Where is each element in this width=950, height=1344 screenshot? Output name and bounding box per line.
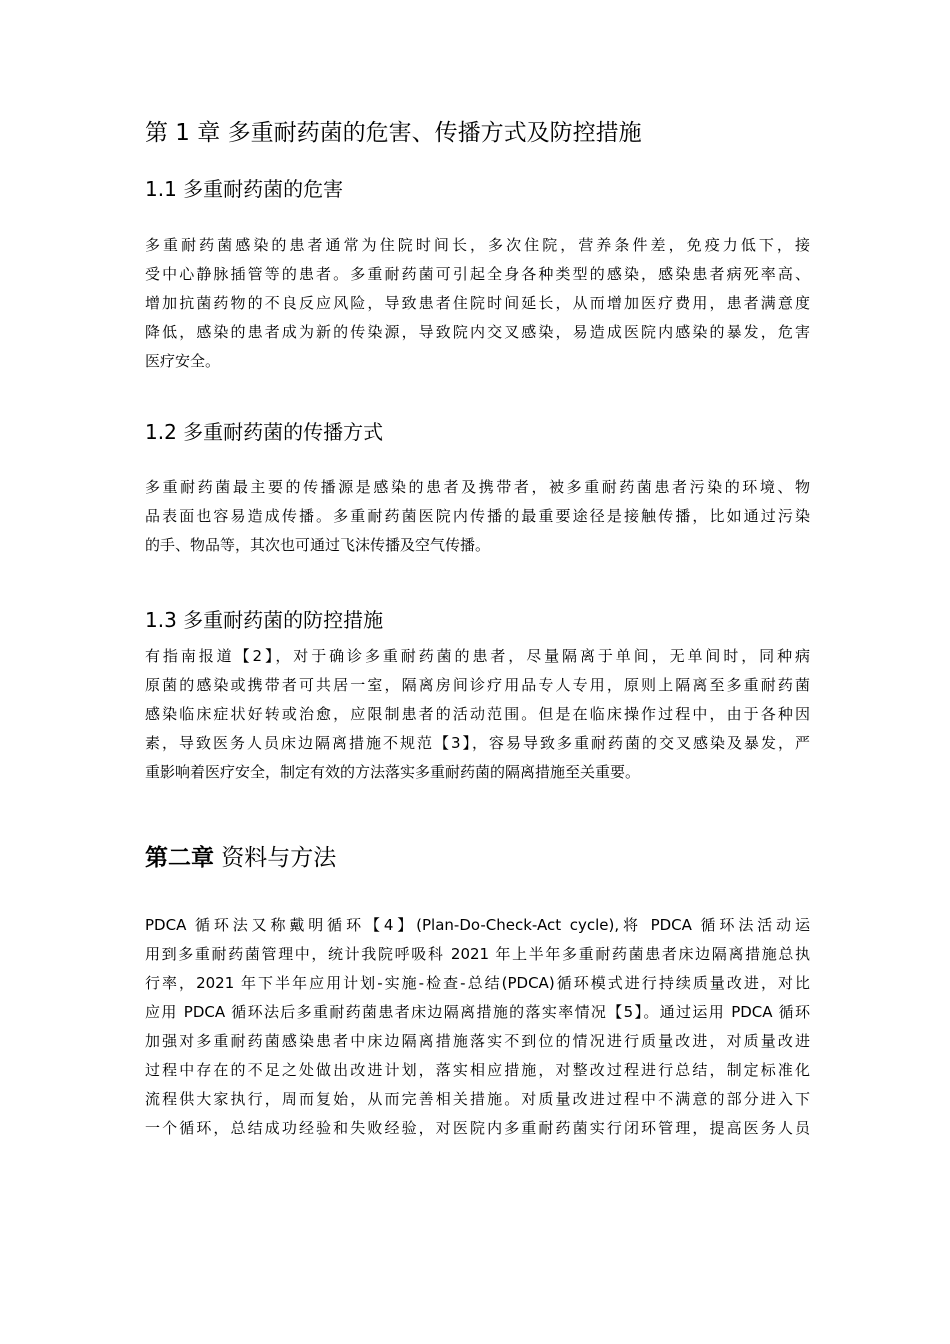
text-line: 的手、物品等，其次也可通过飞沫传播及空气传播。 [145, 536, 491, 554]
chapter-2-title [145, 843, 336, 873]
text-line: 多重耐药菌感染的患者通常为住院时间长，多次住院，营养条件差，免疫力低下，接 [145, 236, 810, 254]
text-line: 医疗安全。 [145, 352, 221, 370]
chapter-2-paragraph [145, 911, 810, 1143]
text-line: 流程供大家执行，周而复始，从而完善相关措施。对质量改进过程中不满意的部分进入下 [145, 1090, 810, 1108]
text-line: 有指南报道【2】，对于确诊多重耐药菌的患者，尽量隔离于单间，无单间时，同种病 [145, 647, 810, 665]
text-line: 感染临床症状好转或治愈，应限制患者的活动范围。但是在临床操作过程中，由于各种因 [145, 705, 810, 723]
section-1-3-heading: 1.3 多重耐药菌的防控措施 [145, 608, 384, 632]
text-line: 应用 PDCA 循环法后多重耐药菌患者床边隔离措施的落实率情况【5】。通过运用 PDCA 循环 [145, 1003, 810, 1021]
section-1-1-heading: 1.1 多重耐药菌的危害 [145, 177, 344, 201]
text-line: 增加抗菌药物的不良反应风险，导致患者住院时间延长，从而增加医疗费用，患者满意度 [145, 294, 810, 312]
text-line: 降低，感染的患者成为新的传染源，导致院内交叉感染，易造成医院内感染的暴发，危害 [145, 323, 810, 341]
section-1-3-paragraph [145, 642, 810, 787]
text-line: PDCA 循环法又称戴明循环【4】(Plan-Do-Check-Act cycle),将 PDCA 循环法活动运 [145, 916, 810, 934]
text-line: 重影响着医疗安全，制定有效的方法落实多重耐药菌的隔离措施至关重要。 [145, 763, 641, 781]
section-1-2-paragraph [145, 473, 810, 560]
text-line: 行率，2021 年下半年应用计划-实施-检查-总结(PDCA)循环模式进行持续质量改进，对比 [145, 974, 810, 992]
text-line: 受中心静脉插管等的患者。多重耐药菌可引起全身各种类型的感染，感染患者病死率高、 [145, 265, 810, 283]
text-line: 用到多重耐药菌管理中，统计我院呼吸科 2021 年上半年多重耐药菌患者床边隔离措施总执 [145, 945, 810, 963]
section-1-2-heading: 1.2 多重耐药菌的传播方式 [145, 420, 384, 444]
text-line: 品表面也容易造成传播。多重耐药菌医院内传播的最重要途径是接触传播，比如通过污染 [145, 507, 810, 525]
text-line: 加强对多重耐药菌感染患者中床边隔离措施落实不到位的情况进行质量改进，对质量改进 [145, 1032, 810, 1050]
chapter-2-number: 第二章 [145, 845, 214, 871]
chapter-1-title: 第 1 章 多重耐药菌的危害、传播方式及防控措施 [145, 120, 642, 146]
text-line: 过程中存在的不足之处做出改进计划，落实相应措施，对整改过程进行总结，制定标准化 [145, 1061, 810, 1079]
text-line: 原菌的感染或携带者可共居一室，隔离房间诊疗用品专人专用，原则上隔离至多重耐药菌 [145, 676, 810, 694]
text-line: 素，导致医务人员床边隔离措施不规范【3】，容易导致多重耐药菌的交叉感染及暴发，严 [145, 734, 810, 752]
section-1-1-paragraph [145, 231, 810, 376]
text-line: 一个循环，总结成功经验和失败经验，对医院内多重耐药菌实行闭环管理，提高医务人员 [145, 1119, 810, 1137]
text-line: 多重耐药菌最主要的传播源是感染的患者及携带者，被多重耐药菌患者污染的环境、物 [145, 478, 810, 496]
chapter-2-name: 资料与方法 [214, 845, 337, 871]
